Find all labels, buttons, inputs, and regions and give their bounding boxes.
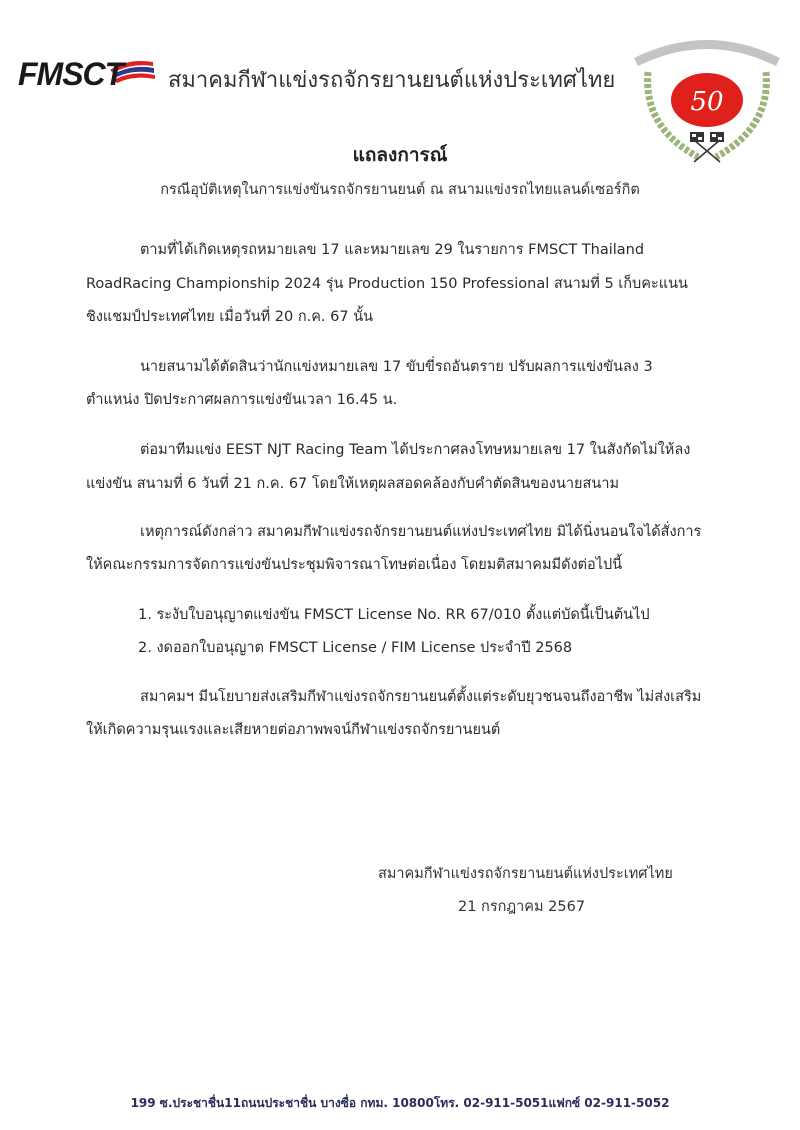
document-subtitle: กรณีอุบัติเหตุในการแข่งขันรถจักรยานยนต์ ณ สนามแข่งรถไทยแลนด์เซอร์กิต <box>160 182 640 198</box>
paragraph-line: RoadRacing Championship 2024 รุ่น Production 150 Professional สนามที่ 5 เก็บคะแนน <box>86 276 688 292</box>
list-item: 1. ระงับใบอนุญาตแข่งขัน FMSCT License No. RR 67/010 ตั้งแต่บัดนี้เป็นต้นไป <box>138 607 650 623</box>
closing-line: สมาคมฯ มีนโยบายส่งเสริมกีฬาแข่งรถจักรยานยนต์ตั้งแต่ระดับยุวชนจนถึงอาชีพ ไม่ส่งเสริม <box>140 689 702 705</box>
svg-text:50: 50 <box>690 87 724 117</box>
paragraph-line: ให้คณะกรรมการจัดการแข่งขันประชุมพิจารณาโทษต่อเนื่อง โดยมติสมาคมมีดังต่อไปนี้ <box>86 557 623 573</box>
paragraph-line: นายสนามได้ตัดสินว่านักแข่งหมายเลข 17 ขับขี่รถอันตราย ปรับผลการแข่งขันลง 3 <box>140 359 653 375</box>
paragraph-line: ต่อมาทีมแข่ง EEST NJT Racing Team ได้ประกาศลงโทษหมายเลข 17 ในสังกัดไม่ให้ลง <box>140 442 691 458</box>
signature-org: สมาคมกีฬาแข่งรถจักรยานยนต์แห่งประเทศไทย <box>378 866 673 882</box>
list-item: 2. งดออกใบอนุญาต FMSCT License / FIM License ประจำปี 2568 <box>138 640 573 656</box>
closing-line: ให้เกิดความรุนแรงและเสียหายต่อภาพพจน์กีฬาแข่งรถจักรยานยนต์ <box>86 722 501 738</box>
signature-date: 21 กรกฎาคม 2567 <box>458 899 586 915</box>
fmsct-logo: FMSCT <box>18 56 158 96</box>
paragraph-line: ชิงแชมป์ประเทศไทย เมื่อวันที่ 20 ก.ค. 67 นั้น <box>86 309 374 325</box>
paragraph-line: แข่งขัน สนามที่ 6 วันที่ 21 ก.ค. 67 โดยให้เหตุผลสอดคล้องกับคำตัดสินของนายสนาม <box>86 476 620 492</box>
document-title: แถลงการณ์ <box>352 144 448 166</box>
org-name-header: สมาคมกีฬาแข่งรถจักรยานยนต์แห่งประเทศไทย <box>168 68 616 93</box>
paragraph-line: ตามที่ได้เกิดเหตุรถหมายเลข 17 และหมายเลข 29 ในรายการ FMSCT Thailand <box>140 242 645 258</box>
paragraph-line: เหตุการณ์ดังกล่าว สมาคมกีฬาแข่งรถจักรยานยนต์แห่งประเทศไทย มิได้นิ่งนอนใจได้สั่งการ <box>140 524 702 540</box>
paragraph-line: ตำแหน่ง ปิดประกาศผลการแข่งขันเวลา 16.45 น. <box>86 392 398 408</box>
footer-address: 199 ซ.ประชาชื่น11ถนนประชาชื่น บางซื่อ กทม. 10800โทร. 02-911-5051แฟกซ์ 02-911-5052 <box>130 1096 670 1110</box>
